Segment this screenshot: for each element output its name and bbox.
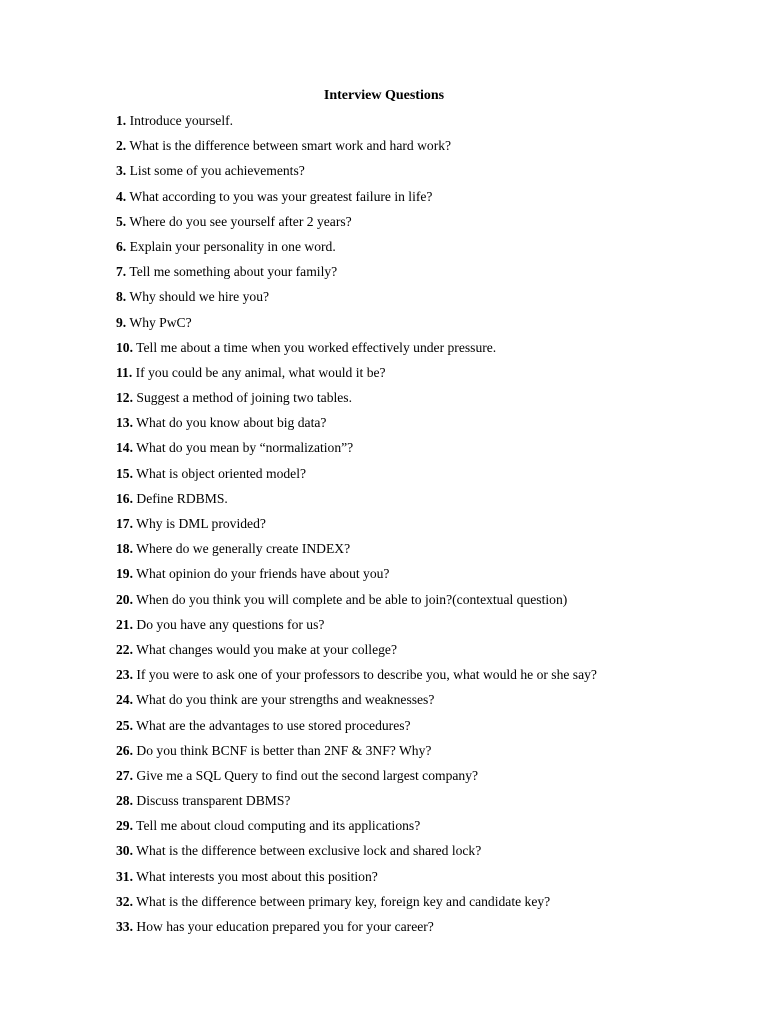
question-number: 19.	[116, 566, 133, 582]
question-list	[116, 110, 597, 941]
question-number: 20.	[116, 591, 133, 607]
question-item	[116, 765, 597, 790]
question-number: 8.	[116, 289, 127, 305]
question-number: 12.	[116, 390, 133, 406]
question-item	[116, 160, 597, 185]
question-number: 16.	[116, 490, 133, 506]
question-text: Discuss transparent DBMS?	[136, 793, 291, 809]
question-text: Tell me about cloud computing and its applications?	[136, 818, 421, 834]
question-number: 33.	[116, 919, 133, 934]
question-text: What do you think are your strengths and weaknesses?	[136, 692, 435, 708]
question-item	[116, 186, 597, 211]
question-number: 21.	[116, 616, 133, 632]
question-text: What is object oriented model?	[136, 465, 307, 481]
question-item	[116, 689, 597, 714]
question-text: Why should we hire you?	[129, 289, 270, 305]
question-item	[116, 715, 597, 740]
question-text: What is the difference between exclusive lock and shared lock?	[136, 843, 482, 859]
question-item	[116, 286, 597, 311]
question-item	[116, 790, 597, 815]
question-number: 24.	[116, 692, 133, 708]
question-text: Why PwC?	[129, 314, 192, 330]
question-item	[116, 740, 597, 765]
question-item	[116, 488, 597, 513]
question-item	[116, 513, 597, 538]
question-text: Give me a SQL Query to find out the second largest company?	[136, 767, 479, 783]
question-text: Where do we generally create INDEX?	[136, 541, 351, 557]
question-text: Define RDBMS.	[136, 490, 228, 506]
question-item	[116, 664, 597, 689]
question-text: Do you have any questions for us?	[136, 616, 325, 632]
question-number: 14.	[116, 440, 133, 456]
question-item	[116, 211, 597, 236]
document-title: Interview Questions	[323, 88, 445, 103]
question-number: 13.	[116, 415, 133, 431]
question-text: Tell me something about your family?	[129, 264, 338, 280]
question-item	[116, 362, 597, 387]
question-number: 25.	[116, 717, 133, 733]
question-text: Tell me about a time when you worked effectively under pressure.	[136, 339, 497, 355]
question-text: Suggest a method of joining two tables.	[136, 390, 352, 406]
question-number: 4.	[116, 188, 127, 204]
question-text: When do you think you will complete and be able to join?(contextual question)	[136, 591, 568, 607]
question-text: What changes would you make at your college?	[136, 641, 397, 657]
question-number: 26.	[116, 742, 133, 758]
question-item	[116, 412, 597, 437]
question-number: 11.	[116, 364, 133, 380]
question-number: 17.	[116, 516, 133, 531]
question-item	[116, 589, 597, 614]
question-text: What according to you was your greatest failure in life?	[129, 188, 433, 204]
question-text: If you could be any animal, what would it be?	[135, 364, 386, 380]
question-number: 23.	[116, 667, 133, 683]
question-text: If you were to ask one of your professors to describe you, what would he or she say?	[136, 667, 597, 683]
question-number: 27.	[116, 767, 133, 783]
question-text: Do you think BCNF is better than 2NF & 3NF? Why?	[136, 742, 432, 758]
question-number: 31.	[116, 868, 133, 884]
question-text: What do you mean by “normalization”?	[136, 440, 354, 456]
question-number: 18.	[116, 541, 133, 557]
question-text: What is the difference between smart work and hard work?	[129, 138, 452, 154]
question-item	[116, 463, 597, 488]
question-item	[116, 387, 597, 412]
question-text: Introduce yourself.	[129, 113, 234, 128]
question-item	[116, 135, 597, 160]
question-item	[116, 614, 597, 639]
question-text: What interests you most about this position?	[136, 868, 378, 884]
question-number: 5.	[116, 213, 127, 229]
question-number: 10.	[116, 339, 133, 355]
question-text: What are the advantages to use stored procedures?	[136, 717, 411, 733]
question-item	[116, 312, 597, 337]
question-number: 29.	[116, 818, 133, 834]
question-item	[116, 639, 597, 664]
question-item	[116, 337, 597, 362]
question-item	[116, 538, 597, 563]
question-item	[116, 563, 597, 588]
question-text: How has your education prepared you for your career?	[136, 919, 434, 934]
question-item	[116, 261, 597, 286]
question-item	[116, 866, 597, 891]
question-number: 9.	[116, 314, 127, 330]
question-number: 15.	[116, 465, 133, 481]
question-text: Why is DML provided?	[136, 516, 266, 531]
question-number: 7.	[116, 264, 127, 280]
question-text: List some of you achievements?	[129, 163, 305, 179]
question-text: What opinion do your friends have about you?	[136, 566, 390, 582]
question-number: 2.	[116, 138, 127, 154]
question-number: 6.	[116, 238, 127, 254]
question-number: 1.	[116, 113, 127, 128]
question-item	[116, 891, 597, 916]
question-item	[116, 840, 597, 865]
question-item	[116, 916, 597, 941]
question-number: 30.	[116, 843, 133, 859]
question-number: 22.	[116, 641, 133, 657]
question-item	[116, 236, 597, 261]
question-number: 28.	[116, 793, 133, 809]
question-text: Explain your personality in one word.	[129, 238, 336, 254]
question-text: What do you know about big data?	[136, 415, 327, 431]
question-text: What is the difference between primary key, foreign key and candidate key?	[136, 893, 551, 909]
question-text: Where do you see yourself after 2 years?	[129, 213, 352, 229]
question-number: 32.	[116, 893, 133, 909]
question-number: 3.	[116, 163, 127, 179]
question-item	[116, 437, 597, 462]
question-item	[116, 815, 597, 840]
question-item	[116, 110, 597, 135]
